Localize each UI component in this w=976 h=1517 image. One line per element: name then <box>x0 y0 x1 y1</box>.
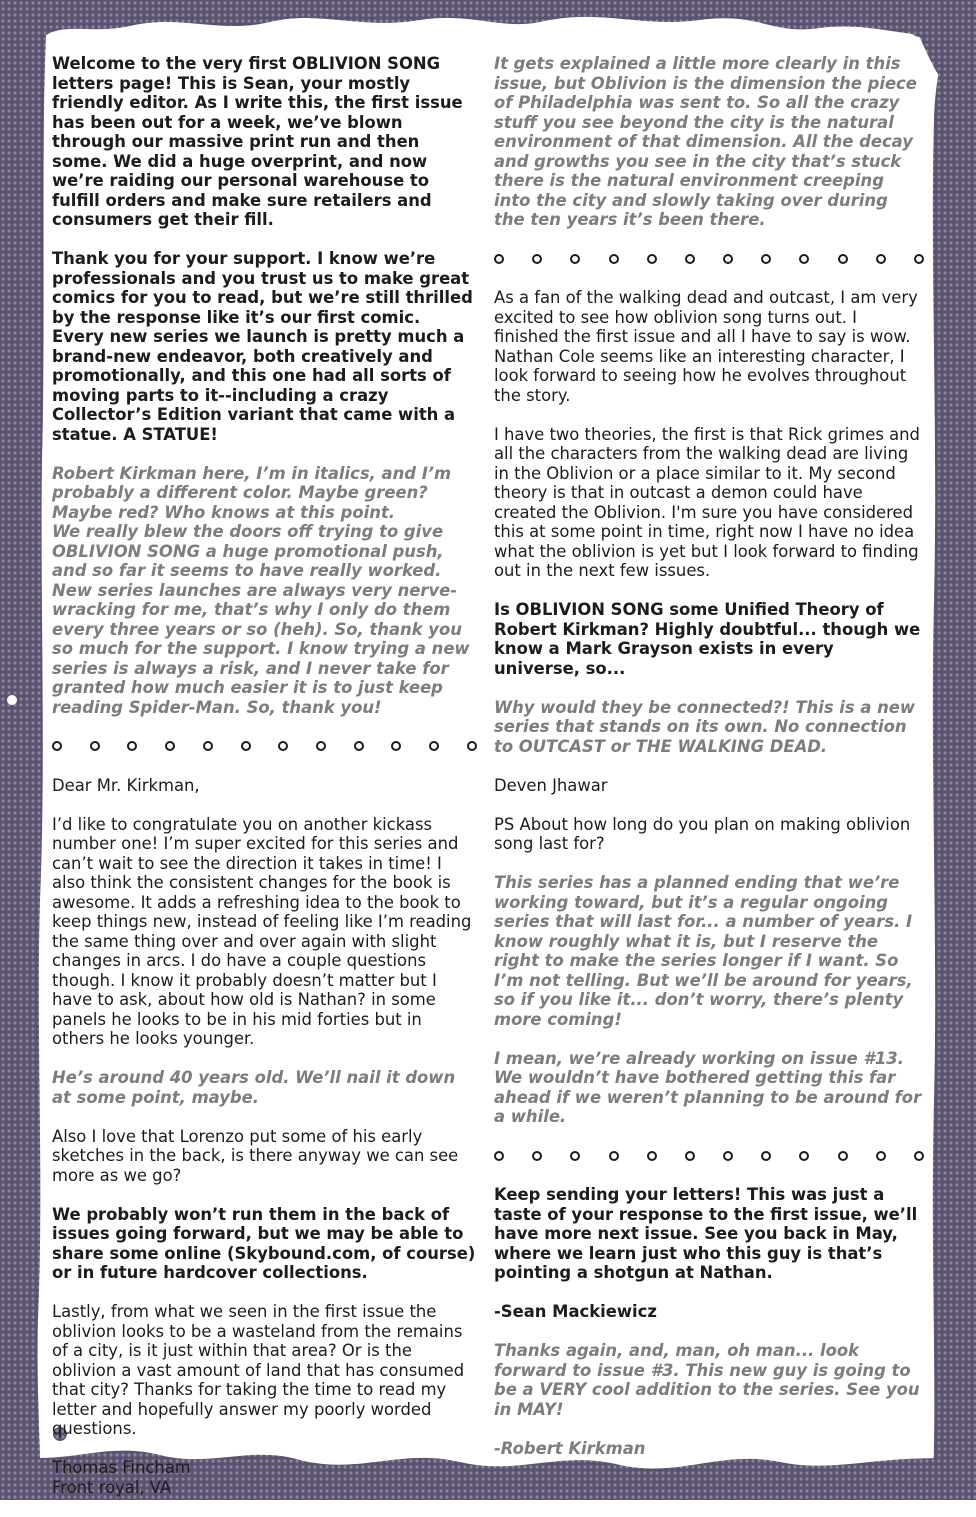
divider-dot <box>532 254 542 264</box>
divider-dot <box>467 741 477 751</box>
divider-dot <box>685 254 695 264</box>
kirkman-closing-paragraph: Thanks again, and, man, oh man... look forward to issue #3. This new guy is going to be a VERY cool addition to the series. See you in MAY! <box>494 1341 920 1419</box>
divider-dot <box>278 741 288 751</box>
divider-dot <box>876 254 886 264</box>
letter-paragraph: Also I love that Lorenzo put some of his early sketches in the back, is there anyway we can see more as we go? <box>52 1126 459 1185</box>
divider-dot <box>761 1151 771 1161</box>
divider-dot <box>203 741 213 751</box>
divider-dot <box>241 741 251 751</box>
letter-paragraph: Lastly, from what we seen in the first issue the oblivion looks to be a wasteland from the remains of a city, is it just within that area? Or is the oblivion a vast amount of land that has consumed that city? Thanks for taking the time to read my letter and hopefully answer my poorly worded questions. <box>52 1302 465 1438</box>
left-letters-column <box>52 54 477 1517</box>
divider-dot <box>609 254 619 264</box>
divider-dot <box>316 741 326 751</box>
divider-dot <box>609 1151 619 1161</box>
divider-dot <box>723 254 733 264</box>
divider-dot <box>494 254 504 264</box>
editor-closing-paragraph: Keep sending your letters! This was just a taste of your response to the first issue, we’ll have more next issue. See you back in May, where we learn just who this guy is that’s pointing a shotgun at Nathan. <box>494 1185 918 1282</box>
divider-dot <box>838 254 848 264</box>
letter-salutation: Dear Mr. Kirkman, <box>52 775 200 795</box>
kirkman-response-paragraph: Why would they be connected?! This is a new series that stands on its own. No connection to OUTCAST or THE WALKING DEAD. <box>494 697 916 756</box>
divider-dot <box>165 741 175 751</box>
divider-dot <box>914 1151 924 1161</box>
divider-dot <box>838 1151 848 1161</box>
divider-dot <box>799 254 809 264</box>
kirkman-response-paragraph: This series has a planned ending that we’re working toward, but it’s a regular ongoing series that will last for... a number of years. I know roughly what it is, but I reserve the right to make the series longer if I want. So I’m not telling. But we’ll be around for years, so if you like it... don’t worry, there’s plenty more coming! <box>494 873 913 1029</box>
kirkman-response-paragraph: It gets explained a little more clearly in this issue, but Oblivion is the dimension the piece of Philadelphia was sent to. So all the crazy stuff you see beyond the city is the natural environment of that dimension. All the decay and growths you see in the city that’s stuck there is the natural environment creeping into the city and slowly taking over during the ten years it’s been there. <box>494 54 917 229</box>
letter-postscript: PS About how long do you plan on making oblivion song last for? <box>494 814 911 853</box>
divider-dot <box>354 741 364 751</box>
editor-intro-paragraph: Welcome to the very first OBLIVION SONG letters page! This is Sean, your mostly friendly editor. As I write this, the first issue has been out for a week, we’ve blown through our massive print run and then some. We did a huge overprint, and now we’re raiding our personal warehouse to fulfill orders and make sure retailers and consumers get their fill. <box>52 54 463 229</box>
section-divider <box>52 737 477 757</box>
letter-signature: Deven Jhawar <box>494 775 608 795</box>
divider-dot <box>723 1151 733 1161</box>
editor-thanks-paragraph: Thank you for your support. I know we’re professionals and you trust us to make great comics for you to read, but we’re still thrilled by the response like it’s our first comic. Every new series we launch is pretty much a brand-new endeavor, both creatively and promotionally, and this one had all sorts of moving parts to it--including a crazy Collector’s Edition variant that came with a statue. A STATUE! <box>52 249 473 444</box>
letter-paragraph: I’d like to congratulate you on another kickass number one! I’m super excited for this series and can’t wait to see the direction it takes in time! I also think the consistent changes for the book is awesome. It adds a refreshing idea to the book to keep things new, instead of feeling like I’m reading the same thing over and over again with slight changes in arcs. I do have a couple questions though. I know it probably doesn’t matter but I have to ask, about how old is Nathan? in some panels he looks to be in his mid forties but in others he looks younger. <box>52 814 472 1048</box>
divider-dot <box>570 1151 580 1161</box>
divider-dot <box>761 254 771 264</box>
divider-dot <box>685 1151 695 1161</box>
divider-dot <box>570 254 580 264</box>
letter-signature: Thomas Fincham Front royal, VA <box>52 1458 191 1497</box>
divider-dot <box>52 741 62 751</box>
kirkman-signature: -Robert Kirkman <box>494 1438 646 1458</box>
divider-dot <box>876 1151 886 1161</box>
letter-paragraph: As a fan of the walking dead and outcast, I am very excited to see how oblivion song turns out. I finished the first issue and all I have to say is wow. Nathan Cole seems like an interesting character, I look forward to seeing how he evolves throughout the story. <box>494 288 918 405</box>
divider-dot <box>647 254 657 264</box>
kirkman-response-paragraph: I mean, we’re already working on issue #13. We wouldn’t have bothered getting this far ahead if we weren’t planning to be around for a while. <box>494 1048 922 1126</box>
divider-dot <box>914 254 924 264</box>
response-paragraph: He’s around 40 years old. We’ll nail it down at some point, maybe. <box>52 1068 456 1107</box>
letter-paragraph: I have two theories, the first is that Rick grimes and all the characters from the walking dead are living in the Oblivion or a place similar to it. My second theory is that in outcast a demon could have created the Oblivion. I'm sure you have considered this at some point in time, right now I have no idea what the oblivion is yet but I look forward to finding out in the next few issues. <box>494 424 920 580</box>
divider-dot <box>532 1151 542 1161</box>
divider-dot <box>647 1151 657 1161</box>
editor-response-paragraph: We probably won’t run them in the back of issues going forward, but we may be able to share some online (Skybound.com, of course) or in future hardcover collections. <box>52 1204 476 1282</box>
editor-response-paragraph: Is OBLIVION SONG some Unified Theory of Robert Kirkman? Highly doubtful... though we know a Mark Grayson exists in every universe, so... <box>494 600 921 678</box>
divider-dot <box>391 741 401 751</box>
divider-dot <box>127 741 137 751</box>
right-letters-column <box>494 54 924 1478</box>
kirkman-response-paragraph: Robert Kirkman here, I’m in italics, and I’m probably a different color. Maybe green? Maybe red? Who knows at this point. We really blew the doors off trying to give OBLIVION SONG a huge promotional push, and so far it seems to have really worked. New series launches are always very nerve-wracking for me, that’s why I only do them every three years or so (heh). So, thank you so much for the support. I know trying a new series is always a risk, and I never take for granted how much easier it is to just keep reading Spider-Man. So, thank you! <box>52 463 470 717</box>
section-divider <box>494 1146 924 1166</box>
editor-signature: -Sean Mackiewicz <box>494 1302 657 1321</box>
divider-dot <box>90 741 100 751</box>
section-divider <box>494 249 924 269</box>
divider-dot <box>799 1151 809 1161</box>
divider-dot <box>494 1151 504 1161</box>
divider-dot <box>429 741 439 751</box>
